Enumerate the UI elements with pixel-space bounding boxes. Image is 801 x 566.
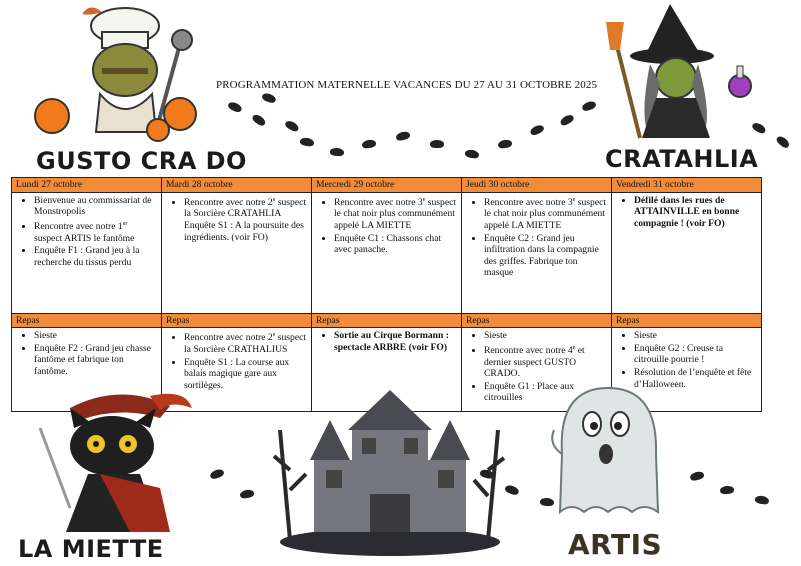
- haunted-house-illustration: [270, 370, 510, 560]
- character-name-artis: ARTIS: [568, 528, 663, 561]
- repas-label: Repas: [162, 313, 312, 328]
- day-header-row: [12, 178, 762, 193]
- page-title: PROGRAMMATION MATERNELLE VACANCES DU 27 AU 31 OCTOBRE 2025: [216, 79, 598, 91]
- day-header: Jeudi 30 octobre: [462, 178, 612, 193]
- morning-cell: [12, 192, 162, 313]
- chef-character-illustration: [30, 4, 220, 144]
- character-name-gusto: GUSTO CRA DO: [36, 147, 247, 175]
- character-name-la-miette: LA MIETTE: [18, 535, 164, 563]
- activity-item: • Enquête C1 : Chassons chat avec panache.: [334, 233, 457, 256]
- activity-item: • Rencontre avec notre 1er suspect ARTIS le fantôme: [34, 219, 157, 244]
- activity-item: • Enquête F2 : Grand jeu chasse fantôme et fabrique ton fantôme.: [34, 343, 157, 378]
- activity-item: • Sieste: [34, 330, 157, 342]
- activity-item: • Enquête F1 : Grand jeu à la recherche du tissus perdu: [34, 245, 157, 268]
- activity-item: • Sieste: [634, 330, 757, 342]
- ghost-character-illustration: [548, 384, 668, 519]
- activity-item: • Enquête G2 : Creuse ta citrouille pourrie !: [634, 343, 757, 366]
- activity-item: • Rencontre avec notre 2e suspect la Sorcière CRATHALIUS: [184, 330, 307, 355]
- repas-label: Repas: [462, 313, 612, 328]
- repas-label: Repas: [612, 313, 762, 328]
- cat-character-illustration: [10, 388, 195, 536]
- activity-item: • Rencontre avec notre 4e et dernier suspect GUSTO CRADO.: [484, 343, 607, 380]
- activity-item: • Sortie au Cirque Bormann : spectacle ARBRE (voir FO): [334, 330, 457, 353]
- activity-item: • Rencontre avec notre 2e suspect la Sorcière CRATAHLIA Enquête S1 : A la poursuite des ingrédients. (voir FO): [184, 195, 307, 244]
- activity-item: • Enquête S1 : La course aux balais magique gare aux sortilèges.: [184, 357, 307, 392]
- activity-item: • Enquête G1 : Place aux citrouilles: [484, 381, 607, 404]
- character-name-cratahlia: CRATAHLIA: [605, 145, 759, 173]
- morning-cell: [312, 192, 462, 313]
- morning-row: [12, 192, 762, 313]
- repas-row: [12, 313, 762, 328]
- activity-item: • Sieste: [484, 330, 607, 342]
- day-header: Mardi 28 octobre: [162, 178, 312, 193]
- day-header: Vendredi 31 octobre: [612, 178, 762, 193]
- activity-item: • Résolution de l’enquête et fête d’Halloween.: [634, 367, 757, 390]
- day-header: Mercredi 29 octobre: [312, 178, 462, 193]
- repas-label: Repas: [312, 313, 462, 328]
- activity-item: • Défilé dans les rues de ATTAINVILLE en bonne compagnie ! (voir FO): [634, 195, 757, 230]
- activity-item: • Enquête C2 : Grand jeu infiltration dans la compagnie des griffes. Fabrique ton masque: [484, 233, 607, 279]
- morning-cell: [612, 192, 762, 313]
- morning-cell: [162, 192, 312, 313]
- activity-item: • Rencontre avec notre 3e suspect le chat noir plus communément appelé LA MIETTE: [484, 195, 607, 232]
- witch-character-illustration: [600, 4, 775, 139]
- activity-item: • Bienvenue au commissariat de Monstropolis: [34, 195, 157, 218]
- activity-item: • Rencontre avec notre 3e suspect le chat noir plus communément appelé LA MIETTE: [334, 195, 457, 232]
- day-header: Lundi 27 octobre: [12, 178, 162, 193]
- morning-cell: [462, 192, 612, 313]
- repas-label: Repas: [12, 313, 162, 328]
